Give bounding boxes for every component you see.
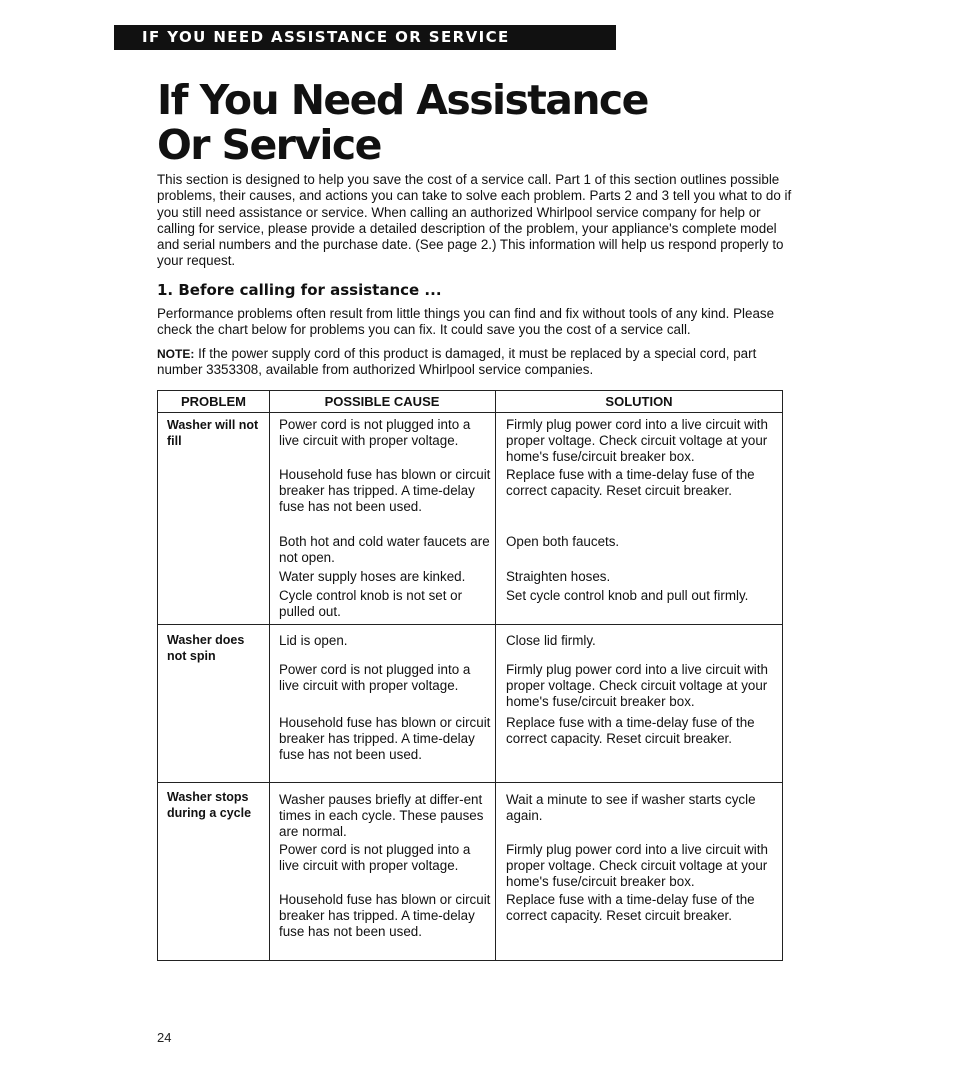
page-number: 24 bbox=[157, 1030, 172, 1045]
cause-cell: Lid is open. bbox=[279, 633, 348, 648]
solution-cell: Firmly plug power cord into a live circuit with proper voltage. Check circuit voltage at your home's fuse/circuit breaker box. bbox=[506, 842, 768, 889]
section-heading: 1. Before calling for assistance ... bbox=[157, 281, 442, 299]
row-divider bbox=[158, 782, 782, 783]
section-banner: IF YOU NEED ASSISTANCE OR SERVICE bbox=[114, 25, 616, 50]
cause-cell: Washer pauses briefly at differ-ent times in each cycle. These pauses are normal. bbox=[279, 792, 484, 839]
cause-cell: Water supply hoses are kinked. bbox=[279, 569, 466, 584]
intro-paragraph: This section is designed to help you save the cost of a service call. Part 1 of this section outlines possible problems, their causes, and actions you can take to solve each problem. Parts 2 and 3 tell you what to do if you still need assistance or service. When calling an authorized Whirlpool service company for help or calling for service, please provide a detailed description of the problem, your appliance's complete model and serial numbers and the purchase date. (See page 2.) This information will help us respond properly to your request. bbox=[157, 172, 792, 269]
solution-cell: Replace fuse with a time-delay fuse of the correct capacity. Reset circuit breaker. bbox=[506, 892, 755, 923]
problem-label: Washer will not fill bbox=[167, 418, 259, 448]
cause-cell: Cycle control knob is not set or pulled out. bbox=[279, 588, 463, 619]
solution-cell: Set cycle control knob and pull out firmly. bbox=[506, 588, 749, 603]
column-divider bbox=[269, 391, 270, 960]
solution-cell: Wait a minute to see if washer starts cycle again. bbox=[506, 792, 756, 823]
column-header-problem: PROBLEM bbox=[181, 394, 246, 409]
solution-cell: Firmly plug power cord into a live circuit with proper voltage. Check circuit voltage at your home's fuse/circuit breaker box. bbox=[506, 417, 768, 464]
cause-cell: Household fuse has blown or circuit breaker has tripped. A time-delay fuse has not been used. bbox=[279, 715, 491, 762]
solution-cell: Straighten hoses. bbox=[506, 569, 611, 584]
column-header-solution: SOLUTION bbox=[605, 394, 673, 409]
page-title-line-2: Or Service bbox=[157, 121, 381, 169]
troubleshooting-table bbox=[157, 390, 783, 961]
solution-cell: Replace fuse with a time-delay fuse of the correct capacity. Reset circuit breaker. bbox=[506, 715, 755, 746]
section-paragraph: Performance problems often result from little things you can find and fix without tools of any kind. Please check the chart below for problems you can fix. It could save you the cost of a service call. bbox=[157, 306, 775, 338]
page-title-line-1: If You Need Assistance bbox=[157, 76, 648, 124]
cause-cell: Household fuse has blown or circuit breaker has tripped. A time-delay fuse has not been used. bbox=[279, 892, 491, 939]
column-header-cause: POSSIBLE CAUSE bbox=[324, 394, 440, 409]
column-divider bbox=[495, 391, 496, 960]
note-text: If the power supply cord of this product is damaged, it must be replaced by a special cord, part number 3353308, available from authorized Whirlpool service companies. bbox=[157, 346, 757, 378]
note-paragraph bbox=[157, 346, 792, 379]
note-label: NOTE: bbox=[157, 347, 195, 361]
solution-cell: Replace fuse with a time-delay fuse of the correct capacity. Reset circuit breaker. bbox=[506, 467, 755, 498]
header-divider bbox=[158, 412, 782, 413]
solution-cell: Firmly plug power cord into a live circuit with proper voltage. Check circuit voltage at your home's fuse/circuit breaker box. bbox=[506, 662, 768, 709]
row-divider bbox=[158, 624, 782, 625]
cause-cell: Power cord is not plugged into a live circuit with proper voltage. bbox=[279, 842, 471, 873]
cause-cell: Household fuse has blown or circuit breaker has tripped. A time-delay fuse has not been used. bbox=[279, 467, 491, 514]
solution-cell: Close lid firmly. bbox=[506, 633, 596, 648]
cause-cell: Power cord is not plugged into a live circuit with proper voltage. bbox=[279, 662, 471, 693]
page-title bbox=[157, 78, 648, 168]
cause-cell: Power cord is not plugged into a live circuit with proper voltage. bbox=[279, 417, 471, 448]
solution-cell: Open both faucets. bbox=[506, 534, 620, 549]
cause-cell: Both hot and cold water faucets are not open. bbox=[279, 534, 490, 565]
problem-label: Washer stops during a cycle bbox=[167, 790, 252, 820]
problem-label: Washer does not spin bbox=[167, 633, 245, 663]
